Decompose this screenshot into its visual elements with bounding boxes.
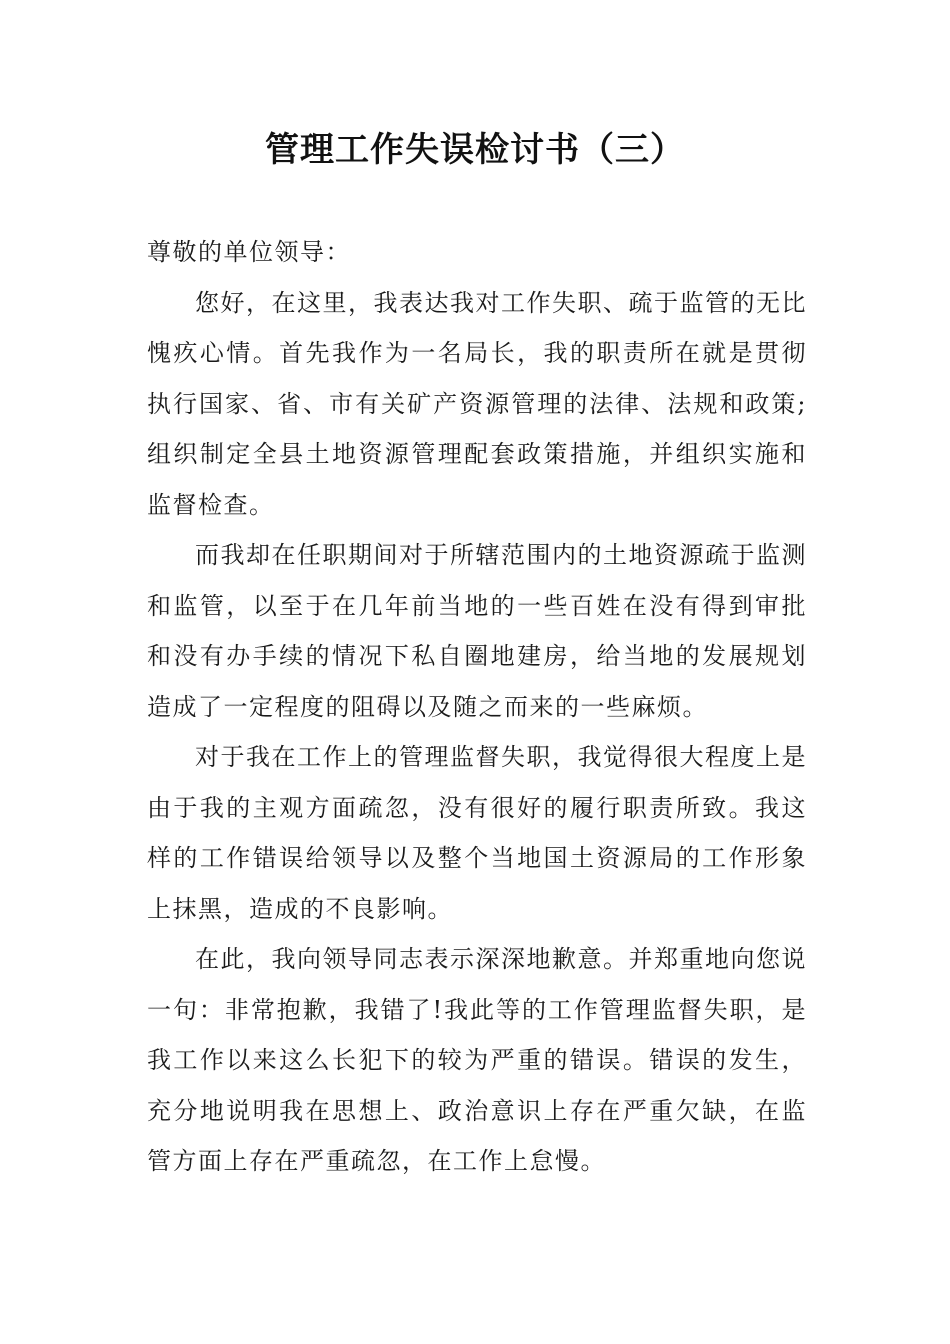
document-body [147, 227, 807, 1187]
document-title: 管理工作失误检讨书（三） [265, 130, 685, 170]
paragraph-3: 对于我在工作上的管理监督失职，我觉得很大程度上是由于我的主观方面疏忽，没有很好的履行职责所致。我这样的工作错误给领导以及整个当地国土资源局的工作形象上抹黑，造成的不良影响。 [147, 743, 807, 923]
paragraph-1: 您好，在这里，我表达我对工作失职、疏于监管的无比愧疚心情。首先我作为一名局长，我的职责所在就是贯彻执行国家、省、市有关矿产资源管理的法律、法规和政策;组织制定全县土地资源管理配套政策措施，并组织实施和监督检查。 [147, 288, 807, 519]
salutation: 尊敬的单位领导： [147, 238, 351, 266]
paragraph-2: 而我却在任职期间对于所辖范围内的土地资源疏于监测和监管，以至于在几年前当地的一些百姓在没有得到审批和没有办手续的情况下私自圈地建房，给当地的发展规划造成了一定程度的阻碍以及随之而来的一些麻烦。 [147, 541, 807, 721]
paragraph-4: 在此，我向领导同志表示深深地歉意。并郑重地向您说一句：非常抱歉，我错了!我此等的工作管理监督失职，是我工作以来这么长犯下的较为严重的错误。错误的发生，充分地说明我在思想上、政治意识上存在严重欠缺，在监管方面上存在严重疏忽，在工作上怠慢。 [147, 945, 807, 1175]
